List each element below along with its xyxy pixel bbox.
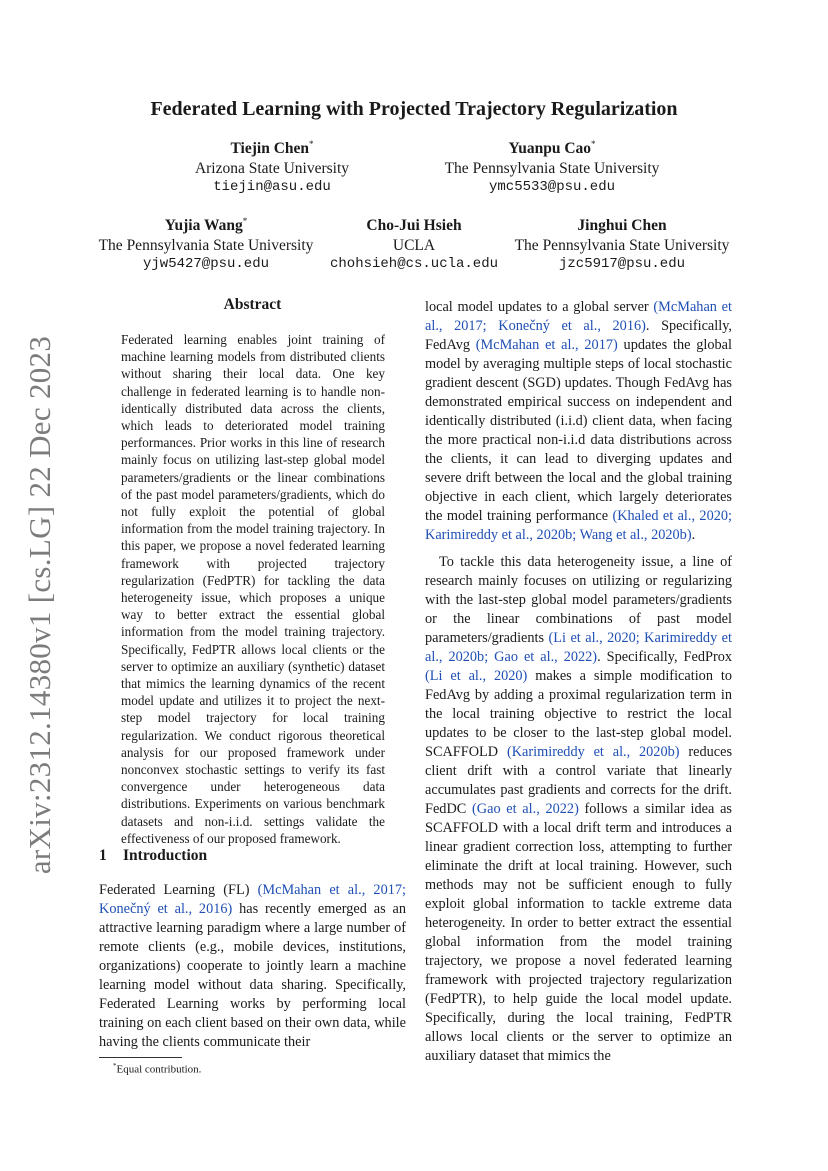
body-text: updates the global model by averaging multiple steps of local stochastic gradient descent (SGD) updates. Though FedAvg has demonstrated empirical success on independent and identically distributed (i.i.d) client data, when facing the more practical non-i.i.d data distributions across the clients, it can lead to diverging updates and severe drift between the local and the global training objective in each client, which largely deteriorates the model training performance xyxy=(425,337,732,524)
footnote xyxy=(113,1062,201,1076)
section-heading-introduction xyxy=(99,847,207,865)
citation-link[interactable]: (Khaled et al., 2020; Karimireddy et al., 2020b; Wang et al., 2020b) xyxy=(425,508,733,543)
author-email[interactable]: chohsieh@cs.ucla.edu xyxy=(329,256,499,273)
author-affiliation: The Pennsylvania State University xyxy=(514,236,730,254)
arxiv-stamp-text: arXiv:2312.14380v1 [cs.LG] 22 Dec 2023 xyxy=(22,335,58,875)
author-email[interactable]: tiejin@asu.edu xyxy=(213,179,331,196)
citation-link[interactable]: (McMahan et al., 2017; Konečný et al., 2016) xyxy=(425,299,732,334)
citation-link[interactable]: (McMahan et al., 2017; Konečný et al., 2016) xyxy=(99,882,406,917)
citation-link[interactable]: (Li et al., 2020; Karimireddy et al., 2020b; Gao et al., 2022) xyxy=(425,630,732,665)
author-block-1 xyxy=(122,135,422,198)
author-affiliation: The Pennsylvania State University xyxy=(444,159,660,177)
body-text: reduces client drift with a control variate that linearly accumulates past gradients and corrects for the drift. FedDC xyxy=(425,744,733,817)
citation-link[interactable]: (Li et al., 2020) xyxy=(425,668,528,684)
author-name: Cho-Jui Hsieh xyxy=(366,217,462,235)
intro-left-column xyxy=(99,881,406,1052)
author-email[interactable]: ymc5533@psu.edu xyxy=(488,179,616,196)
body-text: local model updates to a global server xyxy=(425,299,654,315)
author-affiliation: Arizona State University xyxy=(194,159,350,177)
intro-paragraph-1-continued xyxy=(425,298,732,545)
footnote-rule xyxy=(99,1057,182,1058)
author-email[interactable]: yjw5427@psu.edu xyxy=(142,256,270,273)
body-text: . Specifically, FedProx xyxy=(597,649,733,665)
author-block-2 xyxy=(402,135,702,198)
intro-paragraph-2 xyxy=(425,553,732,1066)
author-affiliation: UCLA xyxy=(392,236,436,254)
footnote-text: Equal contribution. xyxy=(116,1063,202,1076)
intro-paragraph-1 xyxy=(99,881,406,1052)
abstract-heading: Abstract xyxy=(223,296,282,313)
body-text: . xyxy=(691,527,696,543)
paper-title: Federated Learning with Projected Trajectory Regularization xyxy=(150,98,678,120)
footnote-mark: * xyxy=(113,1062,117,1070)
author-block-5 xyxy=(472,212,772,275)
arxiv-side-stamp xyxy=(20,335,60,875)
author-affiliation: The Pennsylvania State University xyxy=(98,236,314,254)
author-name: Yuanpu Cao* xyxy=(508,139,596,158)
author-name: Yujia Wang* xyxy=(164,216,248,235)
right-column xyxy=(425,298,732,1066)
citation-link[interactable]: (Gao et al., 2022) xyxy=(472,801,579,817)
author-name: Tiejin Chen* xyxy=(230,139,314,158)
section-title: Introduction xyxy=(123,847,208,864)
author-name: Jinghui Chen xyxy=(577,217,667,235)
citation-link[interactable]: (McMahan et al., 2017) xyxy=(475,337,618,353)
citation-link[interactable]: (Karimireddy et al., 2020b) xyxy=(506,744,680,760)
abstract-text: Federated learning enables joint training of machine learning models from distributed clients without sharing their local data. One key challenge in federated learning is to handle non-identically distributed data across the clients, which leads to deteriorated model training performances. Prior works in this line of research mainly focus on utilizing last-step global model parameters/gradients or the linear combinations of the past model parameters/gradients, which do not fully exploit the potential of global information from the model training trajectory. In this paper, we propose a novel federated learning framework with projected trajectory regularization (FedPTR) for tackling the data heterogeneity issue, which proposes a unique way to better extract the essential global information from the model training trajectory. Specifically, FedPTR allows local clients or the server to optimize an auxiliary (synthetic) dataset that mimics the learning dynamics of the recent model update and utilizes it to project the next-step model trajectory for local training regularization. We conduct rigorous theoretical analysis for our proposed framework under nonconvex stochastic settings to verify its fast convergence under heterogeneous data distributions. Experiments on various benchmark datasets and non-i.i.d. settings validate the effectiveness of our proposed framework. xyxy=(121,332,385,846)
body-text: makes a simple modification to FedAvg by adding a proximal regularization term in the local training objective to restrict the local updates to be closer to the last-step global model. SCAFFOLD xyxy=(425,668,732,760)
section-number: 1 xyxy=(99,847,107,864)
body-text: has recently emerged as an attractive learning paradigm where a large number of remote clients (e.g., mobile devices, institutions, organizations) cooperate to jointly learn a machine learning model without data sharing. Specifically, Federated Learning works by performing local training on each client based on their own data, while having the clients communicate their xyxy=(99,901,406,1050)
body-text: follows a similar idea as SCAFFOLD with a local drift term and introduces a linear gradient correction loss, attempting to further eliminate the drift at local training. However, such methods may not be sufficient enough to fully exploit global information to tackle extreme data heterogeneity. In order to better extract the essential global information from the model training trajectory, we propose a novel federated learning framework with projected trajectory regularization (FedPTR), to help guide the local model update. Specifically, during the local training, FedPTR allows local clients or the server to optimize an auxiliary dataset that mimics the xyxy=(425,801,732,1064)
body-text: To tackle this data heterogeneity issue, a line of research mainly focuses on utilizing or regularizing with the last-step global model parameters/gradients or the linear combinations of past model parameters/gradients xyxy=(425,554,732,646)
author-email[interactable]: jzc5917@psu.edu xyxy=(558,256,686,273)
body-text: . Specifically, FedAvg xyxy=(425,318,732,353)
body-text: Federated Learning (FL) xyxy=(99,882,258,898)
